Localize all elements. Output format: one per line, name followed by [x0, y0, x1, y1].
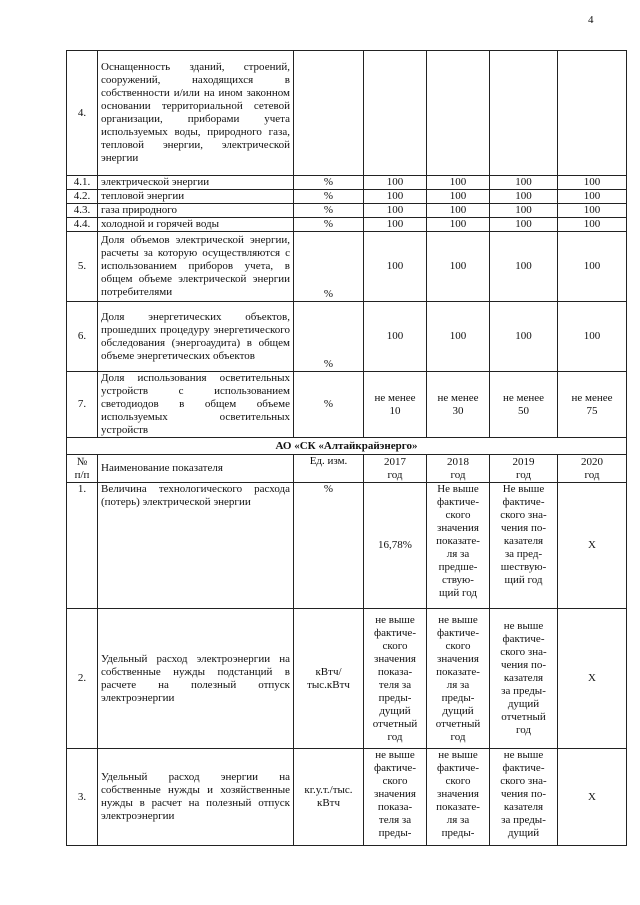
value-2018: 100	[427, 302, 490, 372]
value-2019: 100	[490, 190, 558, 204]
value-2018: 100	[427, 176, 490, 190]
header-2020: 2020 год	[558, 455, 627, 483]
value-2019: 100	[490, 218, 558, 232]
indicator-name: Доля энергетических объектов, прошедших процедуру энергетического обследования (энергоаудита) в общем объеме энергетических объектов	[98, 302, 294, 372]
value-2017: 16,78%	[364, 483, 427, 609]
value-2020: 100	[558, 204, 627, 218]
value-2019: 100	[490, 302, 558, 372]
indicators-table	[66, 50, 627, 846]
value-2020: 100	[558, 218, 627, 232]
row-number: 1.	[67, 483, 98, 609]
value-2018: не выше фактиче- ского значения показате- ля за преды- дущий отчетный год	[427, 609, 490, 749]
value-2020: 100	[558, 302, 627, 372]
value-2020	[558, 51, 627, 176]
row-number: 2.	[67, 609, 98, 749]
header-2017: 2017 год	[364, 455, 427, 483]
value-2019	[490, 51, 558, 176]
indicator-name: Величина технологического расхода (потерь) электрической энергии	[98, 483, 294, 609]
value-2020: Х	[558, 483, 627, 609]
row-number: 4.4.	[67, 218, 98, 232]
value-2018	[427, 51, 490, 176]
value-2017: 100	[364, 232, 427, 302]
table-row	[67, 176, 627, 190]
value-2020: не менее 75	[558, 372, 627, 438]
unit: %	[294, 372, 364, 438]
table-row	[67, 218, 627, 232]
header-row	[67, 455, 627, 483]
value-2017	[364, 51, 427, 176]
value-2018: 100	[427, 190, 490, 204]
unit: кг.у.т./тыс. кВтч	[294, 749, 364, 846]
value-2019: не выше фактиче- ского зна- чения по- казателя за преды- дущий отчетный год	[490, 609, 558, 749]
value-2018: не выше фактиче- ского значения показате- ля за преды-	[427, 749, 490, 846]
value-2018: не менее 30	[427, 372, 490, 438]
header-2018: 2018 год	[427, 455, 490, 483]
unit: %	[294, 483, 364, 609]
table-row	[67, 302, 627, 372]
row-number: 5.	[67, 232, 98, 302]
header-unit: Ед. изм.	[294, 455, 364, 483]
page-number: 4	[588, 14, 594, 26]
organization-title: АО «СК «Алтайкрайэнерго»	[67, 438, 627, 455]
unit	[294, 51, 364, 176]
value-2017: 100	[364, 218, 427, 232]
indicator-name: газа природного	[98, 204, 294, 218]
indicator-name: Доля использования осветительных устройств с использованием светодиодов в общем объеме используемых осветительных устройств	[98, 372, 294, 438]
value-2020: 100	[558, 176, 627, 190]
value-2019: 100	[490, 176, 558, 190]
value-2017: не выше фактиче- ского значения показа- теля за преды-	[364, 749, 427, 846]
value-2017: 100	[364, 302, 427, 372]
value-2019: не выше фактиче- ского зна- чения по- казателя за преды- дущий	[490, 749, 558, 846]
value-2017: 100	[364, 176, 427, 190]
value-2020: 100	[558, 232, 627, 302]
row-number: 3.	[67, 749, 98, 846]
value-2017: 100	[364, 204, 427, 218]
section-1-body	[67, 51, 627, 438]
indicator-name: Оснащенность зданий, строений, сооружений, находящихся в собственности и/или на ином законном основании территориальной сетевой организации, приборами учета используемых воды, природного газа, тепловой энергии, электрической энергии	[98, 51, 294, 176]
organization-row	[67, 438, 627, 455]
table-row	[67, 190, 627, 204]
row-number: 4.2.	[67, 190, 98, 204]
table-row	[67, 749, 627, 846]
unit: %	[294, 232, 364, 302]
header-2019: 2019 год	[490, 455, 558, 483]
value-2018: 100	[427, 204, 490, 218]
unit: %	[294, 176, 364, 190]
value-2018: 100	[427, 232, 490, 302]
indicator-name: Удельный расход электроэнергии на собственные нужды подстанций в расчете на полезный отпуск электроэнергии	[98, 609, 294, 749]
value-2020: Х	[558, 609, 627, 749]
indicator-name: электрической энергии	[98, 176, 294, 190]
table-row	[67, 609, 627, 749]
row-number: 6.	[67, 302, 98, 372]
header-number: № п/п	[67, 455, 98, 483]
value-2017: 100	[364, 190, 427, 204]
indicator-name: Доля объемов электрической энергии, расчеты за которую осуществляются с использованием приборов учета, в общем объеме электрической энергии потребителями	[98, 232, 294, 302]
unit: %	[294, 218, 364, 232]
table-row	[67, 51, 627, 176]
table-row	[67, 483, 627, 609]
row-number: 4.3.	[67, 204, 98, 218]
value-2020: 100	[558, 190, 627, 204]
value-2019: не менее 50	[490, 372, 558, 438]
row-number: 4.	[67, 51, 98, 176]
section-2-body	[67, 438, 627, 846]
table-row	[67, 372, 627, 438]
unit: кВтч/ тыс.кВтч	[294, 609, 364, 749]
unit: %	[294, 190, 364, 204]
value-2017: не менее 10	[364, 372, 427, 438]
value-2019: 100	[490, 204, 558, 218]
unit: %	[294, 302, 364, 372]
indicator-name: тепловой энергии	[98, 190, 294, 204]
value-2018: Не выше фактиче- ского значения показате- ля за предше- ствую- щий год	[427, 483, 490, 609]
row-number: 4.1.	[67, 176, 98, 190]
header-name: Наименование показателя	[98, 455, 294, 483]
indicator-name: холодной и горячей воды	[98, 218, 294, 232]
value-2018: 100	[427, 218, 490, 232]
value-2019: Не выше фактиче- ского зна- чения по- казателя за пред- шествую- щий год	[490, 483, 558, 609]
table-row	[67, 204, 627, 218]
indicator-name: Удельный расход энергии на собственные нужды и хозяйственные нужды в расчет на полезный отпуск электроэнергии	[98, 749, 294, 846]
row-number: 7.	[67, 372, 98, 438]
value-2019: 100	[490, 232, 558, 302]
unit: %	[294, 204, 364, 218]
value-2017: не выше фактиче- ского значения показа- теля за преды- дущий отчетный год	[364, 609, 427, 749]
table-row	[67, 232, 627, 302]
value-2020: Х	[558, 749, 627, 846]
